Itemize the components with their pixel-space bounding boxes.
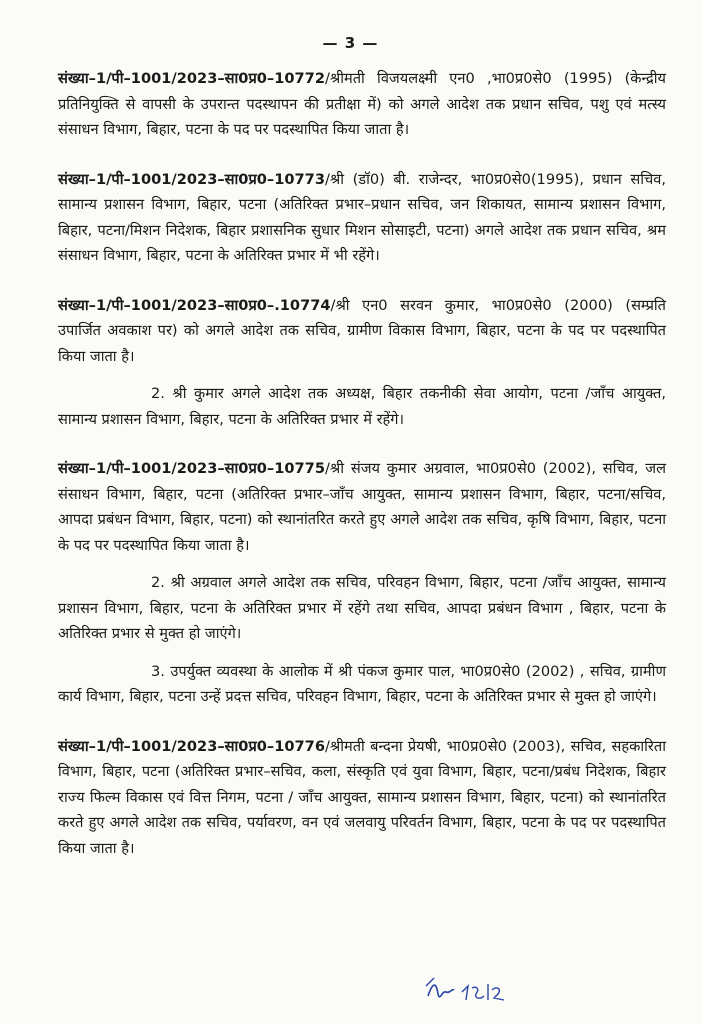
document-body — [58, 66, 666, 885]
order-reference: संख्या–1/पी–1001/2023–सा0प्र0–10775 — [58, 460, 325, 477]
order-10772 — [58, 66, 666, 143]
order-sub-paragraph: 2. श्री अग्रवाल अगले आदेश तक सचिव, परिवहन विभाग, बिहार, पटना /जाँच आयुक्त, सामान्य प्रशासन विभाग, बिहार, पटना के अतिरिक्त प्रभार में रहेंगे तथा सचिव, आपदा प्रबंधन विभाग , बिहार, पटना के अतिरिक्त प्रभार से मुक्त हो जाएंगे। — [58, 574, 666, 642]
order-paragraph — [58, 293, 666, 370]
order-10773 — [58, 167, 666, 269]
order-text: /श्री (डॉ0) बी. राजेन्दर, भा0प्र0से0(1995), प्रधान सचिव, सामान्य प्रशासन विभाग, बिहार, पटना (अतिरिक्त प्रभार–प्रधान सचिव, जन शिकायत, सामान्य प्रशासन विभाग, बिहार, पटना/मिशन निदेशक, बिहार प्रशासनिक सुधार मिशन सोसाइटी, पटना) अगले आदेश तक प्रधान सचिव, श्रम संसाधन विभाग, बिहार, पटना के अतिरिक्त प्रभार में भी रहेंगे। — [58, 170, 666, 264]
order-reference: संख्या–1/पी–1001/2023–सा0प्र0–10776 — [58, 737, 325, 755]
order-reference: संख्या–1/पी–1001/2023–सा0प्र0–10772 — [58, 70, 325, 87]
order-10776 — [58, 734, 666, 862]
order-paragraph — [58, 734, 666, 862]
order-paragraph — [58, 456, 666, 558]
order-sub-paragraph: 3. उपर्युक्त व्यवस्था के आलोक में श्री पंकज कुमार पाल, भा0प्र0से0 (2002) , सचिव, ग्रामीण कार्य विभाग, बिहार, पटना उन्हें प्रदत्त सचिव, परिवहन विभाग, बिहार, पटना के अतिरिक्त प्रभार से मुक्त हो जाएंगे। — [58, 662, 666, 705]
order-text: /श्री संजय कुमार अग्रवाल, भा0प्र0से0 (2002), सचिव, जल संसाधन विभाग, बिहार, पटना (अतिरिक्त प्रभार–जाँच आयुक्त, सामान्य प्रशासन विभाग, बिहार, पटना/सचिव, आपदा प्रबंधन विभाग, बिहार, पटना) को स्थानांतरित करते हुए अगले आदेश तक सचिव, कृषि विभाग, बिहार, पटना के पद पर पदस्थापित किया जाता है। — [58, 460, 666, 554]
order-reference: संख्या–1/पी–1001/2023–सा0प्र0–.10774 — [58, 296, 331, 314]
order-paragraph — [58, 66, 666, 143]
order-reference: संख्या–1/पी–1001/2023–सा0प्र0–10773 — [58, 170, 325, 188]
order-10774 — [58, 293, 666, 433]
order-10775 — [58, 456, 666, 710]
order-text: /श्री एन0 सरवन कुमार, भा0प्र0से0 (2000) (सम्प्रति उपार्जित अवकाश पर) को अगले आदेश तक सचिव, ग्रामीण विकास विभाग, बिहार, पटना के पद पर पदस्थापित किया जाता है। — [58, 296, 666, 365]
order-text: /श्रीमती बन्दना प्रेयषी, भा0प्र0से0 (2003), सचिव, सहकारिता विभाग, बिहार, पटना (अतिरिक्त प्रभार–सचिव, कला, संस्कृति एवं युवा विभाग, बिहार, पटना/प्रबंध निदेशक, बिहार राज्य फिल्म विकास एवं वित्त निगम, पटना / जाँच आयुक्त, सामान्य प्रशासन विभाग, बिहार, पटना) को स्थानांतरित करते हुए अगले आदेश तक सचिव, पर्यावरण, वन एवं जलवायु परिवर्तन विभाग, बिहार, पटना के पद पर पदस्थापित किया जाता है। — [58, 737, 666, 857]
order-text: /श्रीमती विजयलक्ष्मी एन0 ,भा0प्र0से0 (1995) (केन्द्रीय प्रतिनियुक्ति से वापसी के उपरान्त पदस्थापन की प्रतीक्षा में) को अगले आदेश तक प्रधान सचिव, पशु एवं मत्स्य संसाधन विभाग, बिहार, पटना के पद पर पदस्थापित किया जाता है। — [58, 70, 666, 138]
page-number: — 3 — — [322, 34, 379, 52]
order-sub-paragraph: 2. श्री कुमार अगले आदेश तक अध्यक्ष, बिहार तकनीकी सेवा आयोग, पटना /जाँच आयुक्त, सामान्य प्रशासन विभाग, बिहार, पटना के अतिरिक्त प्रभार में रहेंगे। — [58, 385, 666, 428]
signature-initials — [424, 972, 534, 1012]
order-paragraph — [58, 167, 666, 269]
